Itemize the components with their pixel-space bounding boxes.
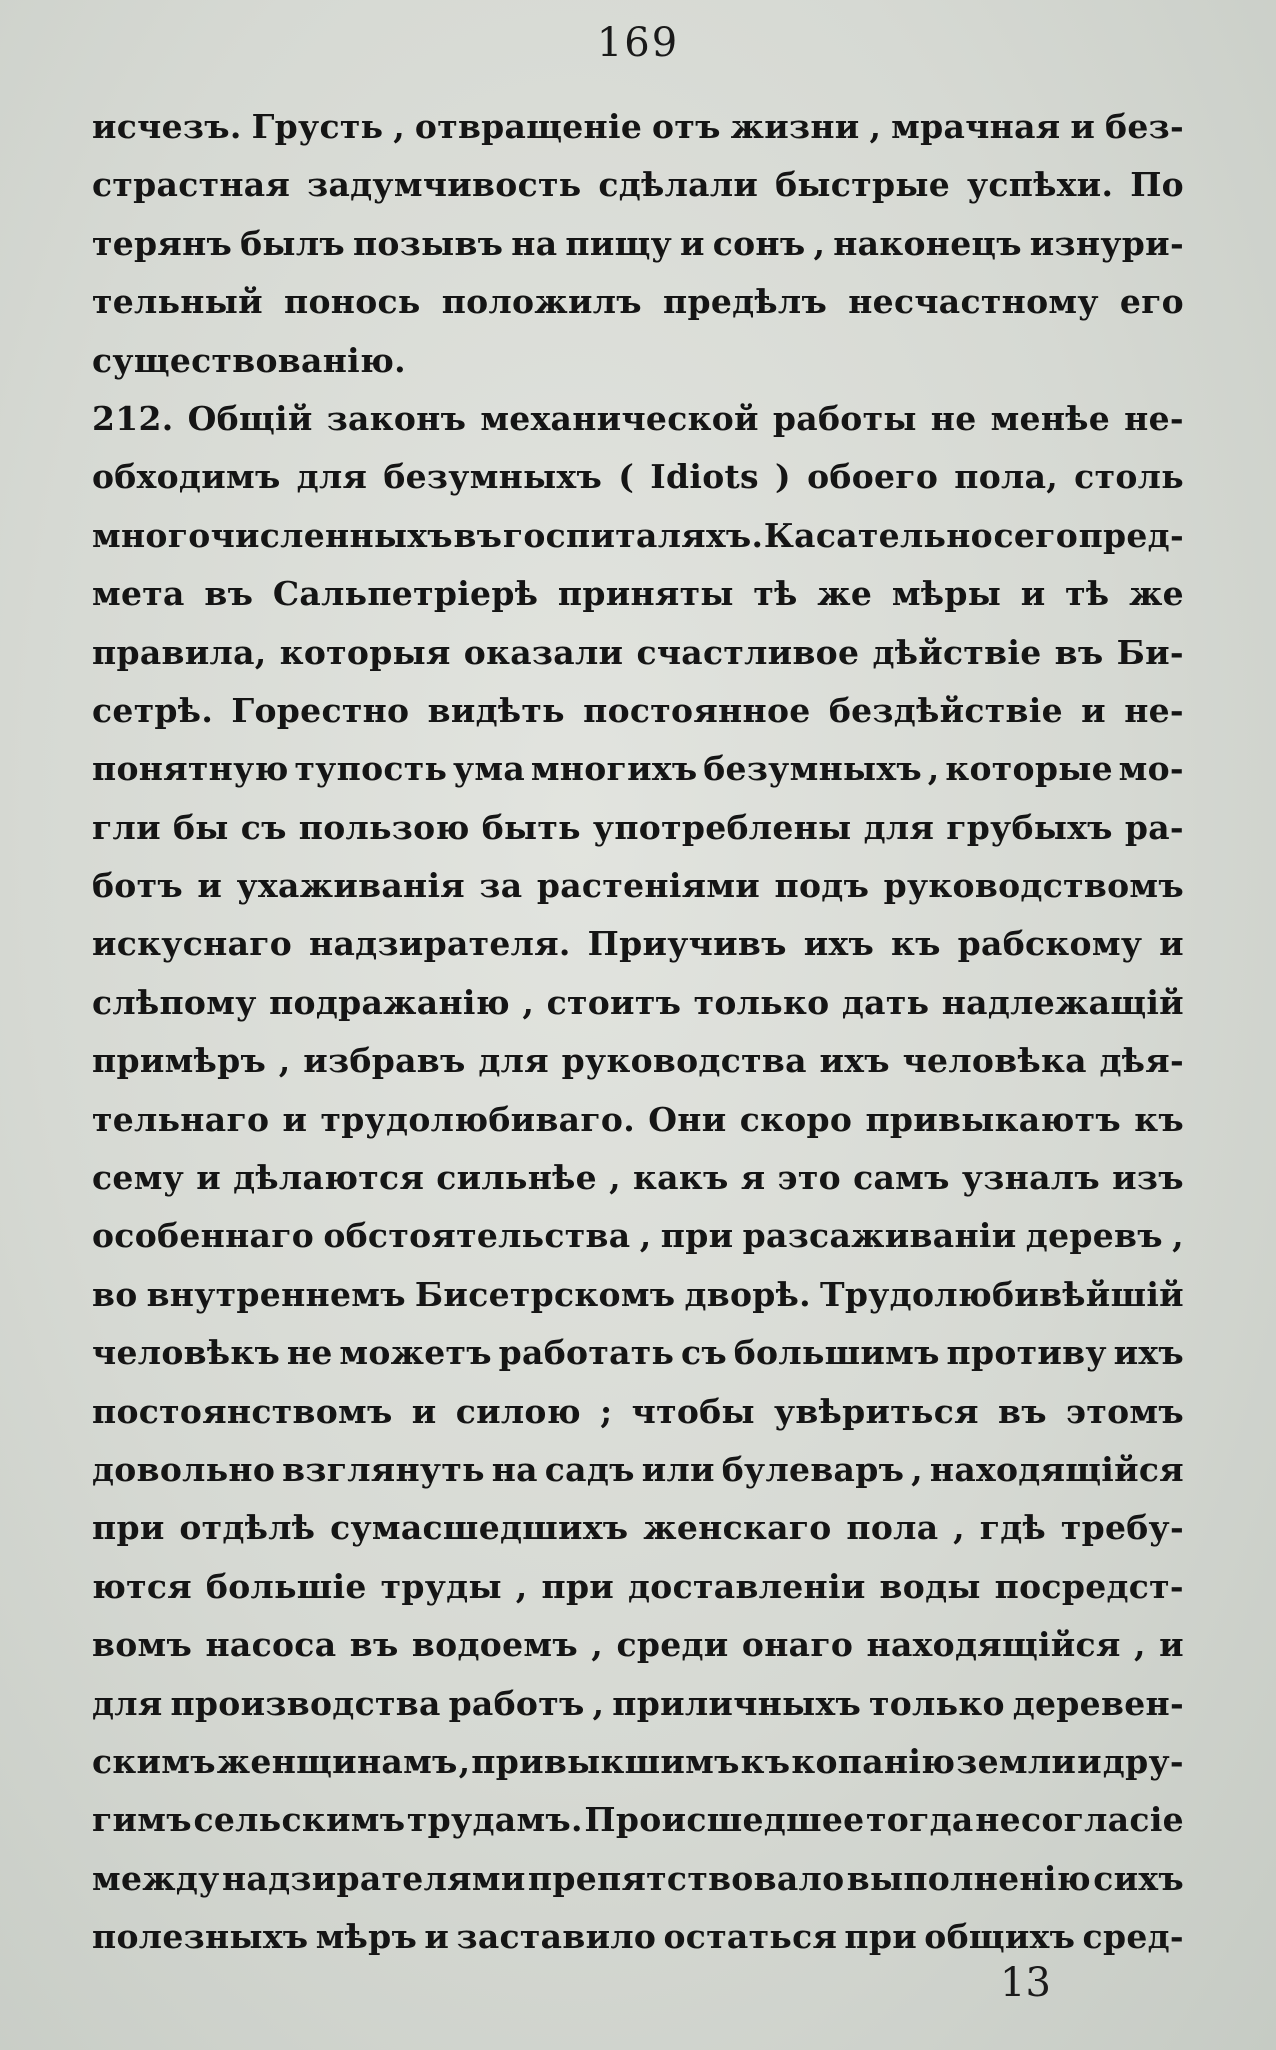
word: законъ — [326, 398, 467, 438]
word: отвращеніе — [414, 107, 643, 146]
word: внутреннемъ — [146, 1274, 406, 1314]
word: вомъ — [92, 1625, 193, 1665]
text-line — [92, 1675, 1184, 1733]
word: препятствовало — [527, 1858, 845, 1898]
text-line — [92, 156, 1184, 214]
text-line — [92, 1499, 1184, 1557]
text-line — [92, 390, 1184, 448]
word: къ — [740, 1741, 791, 1781]
word: посредст- — [994, 1566, 1184, 1606]
word: съ — [680, 1333, 727, 1373]
word: которые — [945, 749, 1113, 789]
word: пользою — [298, 807, 470, 847]
word: земли — [956, 1741, 1077, 1781]
word: пола — [846, 1508, 939, 1548]
word: безумныхъ — [383, 457, 603, 497]
word: требу- — [1060, 1508, 1184, 1548]
word: терянъ — [92, 223, 233, 263]
word: , — [592, 1683, 605, 1723]
word: быть — [481, 807, 581, 847]
word: между — [92, 1858, 220, 1898]
word: дѣя- — [1099, 1041, 1184, 1081]
text-line — [92, 1266, 1184, 1324]
word: , — [458, 1741, 471, 1781]
word: Трудолюбивѣйшій — [820, 1274, 1184, 1314]
text-line — [92, 1558, 1184, 1616]
word: надзирателями — [221, 1858, 526, 1898]
word: изъ — [1112, 1158, 1184, 1198]
word: многихъ — [530, 749, 698, 789]
word: дѣйствіе — [872, 632, 1042, 672]
word: работать — [498, 1333, 675, 1373]
word: искуснаго — [92, 924, 293, 964]
word: сельскимъ — [193, 1800, 406, 1840]
text-line — [92, 1791, 1184, 1849]
word: насоса — [205, 1625, 337, 1665]
word: къ — [890, 924, 941, 964]
text-line — [92, 974, 1184, 1032]
word: мѣры — [891, 574, 1002, 614]
text-line — [92, 1850, 1184, 1908]
word: дѣлаются — [233, 1158, 425, 1198]
word: заставило — [456, 1917, 657, 1957]
word: тельный — [92, 282, 263, 322]
word: булеваръ — [721, 1449, 905, 1489]
word: сему — [92, 1158, 185, 1198]
word: понятную — [92, 749, 289, 789]
word: этомъ — [1065, 1391, 1184, 1431]
word: водоемъ — [411, 1625, 578, 1665]
text-line — [92, 448, 1184, 506]
word: гдѣ — [979, 1508, 1047, 1548]
text-line — [92, 1324, 1184, 1382]
word: особеннаго — [92, 1216, 315, 1256]
word: растеніями — [536, 866, 761, 906]
word: женскаго — [643, 1508, 832, 1548]
word: дать — [841, 982, 930, 1022]
word: самъ — [853, 1158, 950, 1198]
word: ихъ — [803, 924, 875, 964]
word: исчезъ. — [92, 107, 242, 146]
word: механической — [480, 398, 759, 438]
word: можетъ — [339, 1333, 492, 1373]
word: и — [1159, 1625, 1184, 1665]
word: узналъ — [961, 1158, 1100, 1198]
word: тогда — [866, 1800, 974, 1840]
word: слѣпому — [92, 982, 257, 1022]
word: и — [424, 1917, 450, 1957]
word: которыя — [279, 632, 451, 672]
word: без- — [1105, 107, 1184, 146]
word: человѣкъ — [92, 1333, 281, 1373]
word: обходимъ — [92, 457, 281, 497]
word: въ — [997, 1391, 1047, 1431]
word: его — [1119, 282, 1184, 322]
word: полезныхъ — [92, 1917, 309, 1957]
word: изнури- — [1029, 223, 1184, 263]
word: рабскому — [957, 924, 1143, 964]
word: производства — [170, 1683, 441, 1723]
word: выполненію — [846, 1858, 1091, 1898]
text-line — [92, 1733, 1184, 1791]
word: , — [393, 107, 405, 146]
word: дру- — [1102, 1741, 1184, 1781]
word: , — [1172, 1216, 1184, 1256]
page-number: 169 — [596, 20, 680, 66]
word: привыкшимъ — [471, 1741, 740, 1781]
word: при — [92, 1508, 165, 1548]
text-line — [92, 740, 1184, 798]
word: только — [693, 982, 830, 1022]
word: и — [197, 866, 223, 906]
word: обстоятельства — [323, 1216, 631, 1256]
word: обоего — [807, 457, 939, 497]
word: и — [1081, 690, 1106, 730]
word: для — [863, 807, 935, 847]
word: ) — [775, 457, 791, 497]
word: понось — [284, 282, 421, 322]
word: бы — [172, 807, 229, 847]
word: мо- — [1118, 749, 1184, 789]
word: въ — [453, 515, 503, 555]
word: , — [278, 1041, 291, 1081]
word: Бисетрскомъ — [414, 1274, 676, 1314]
word: отдѣлѣ — [179, 1508, 316, 1548]
text-line — [92, 1091, 1184, 1149]
word: для — [478, 1041, 549, 1081]
word: человѣка — [902, 1041, 1087, 1081]
text-line — [92, 1032, 1184, 1090]
word: противу — [946, 1333, 1107, 1373]
word: Сальпетріерѣ — [272, 574, 539, 614]
word: оказали — [463, 632, 624, 672]
word: привыкаютъ — [865, 1099, 1121, 1139]
word: правила, — [92, 632, 267, 672]
word: гли — [92, 807, 161, 847]
word: среди — [616, 1625, 729, 1665]
word: большіе — [205, 1566, 367, 1606]
signature-mark: 13 — [1000, 1960, 1051, 2006]
word: сред- — [1082, 1917, 1184, 1957]
word: за — [479, 866, 523, 906]
word: находящійся — [929, 1449, 1184, 1489]
word: руководства — [561, 1041, 807, 1081]
word: работъ — [448, 1683, 585, 1723]
text-line — [92, 1207, 1184, 1265]
word: работы — [772, 398, 917, 438]
word: грубыхъ — [946, 807, 1113, 847]
word: къ — [1134, 1099, 1184, 1139]
text-line — [92, 682, 1184, 740]
word: отъ — [652, 107, 721, 146]
word: ботъ — [92, 866, 183, 906]
word: же — [1129, 574, 1184, 614]
word: несчастному — [848, 282, 1099, 322]
word: ума — [452, 749, 526, 789]
word: пред- — [1078, 515, 1184, 555]
word: задумчивость — [307, 165, 582, 205]
word: , — [869, 107, 882, 146]
word: подъ — [774, 866, 870, 906]
text-line — [92, 1149, 1184, 1207]
word: наконецъ — [833, 223, 1022, 263]
text-line — [92, 799, 1184, 857]
word: гимъ — [92, 1800, 192, 1840]
word: жизни — [730, 107, 860, 146]
word: страстная — [92, 165, 291, 205]
word: несогласіе — [975, 1800, 1184, 1840]
word: Idiots — [650, 457, 759, 497]
word: довольно — [92, 1449, 276, 1489]
word: примѣръ — [92, 1041, 267, 1081]
word: ются — [92, 1566, 192, 1606]
word: силою — [455, 1391, 581, 1431]
text-line — [92, 273, 1184, 331]
word: не — [286, 1333, 333, 1373]
word: не — [930, 398, 977, 438]
word: Приучивъ — [587, 924, 787, 964]
word: я — [740, 1158, 766, 1198]
word: предѣлъ — [663, 282, 828, 322]
word: быстрые — [775, 165, 950, 205]
word: женщинамъ — [216, 1741, 458, 1781]
word: видѣть — [427, 690, 565, 730]
word: подражанію — [269, 982, 510, 1022]
word: остаться — [663, 1917, 838, 1957]
word: съ — [240, 807, 287, 847]
word: Происшедшее — [584, 1800, 865, 1840]
word: мѣръ — [315, 1917, 418, 1957]
word: госпиталяхъ. — [502, 515, 764, 555]
word: мета — [92, 574, 185, 614]
word: не- — [1124, 398, 1184, 438]
text-line — [92, 98, 1184, 156]
word: и — [1070, 107, 1096, 146]
word: сетрѣ. — [92, 690, 214, 730]
word: позывъ — [352, 223, 504, 263]
word: большимъ — [733, 1333, 940, 1373]
word: для — [296, 457, 368, 497]
word: , — [1133, 1625, 1146, 1665]
word: на — [511, 223, 558, 263]
word: ( — [618, 457, 635, 497]
text-line — [92, 624, 1184, 682]
word: Горестно — [231, 690, 410, 730]
word: надлежащій — [941, 982, 1184, 1022]
word: доставленіи — [628, 1566, 866, 1606]
text-line — [92, 1441, 1184, 1499]
word: только — [869, 1683, 1005, 1723]
word: 212. — [92, 398, 174, 438]
word: тельнаго — [92, 1099, 270, 1139]
word: счастливое — [636, 632, 860, 672]
word: и — [1020, 574, 1046, 614]
word: и — [196, 1158, 221, 1198]
word: это — [777, 1158, 841, 1198]
word: мрачная — [891, 107, 1061, 146]
word: и — [679, 223, 705, 263]
word: , — [609, 1158, 621, 1198]
word: сихъ — [1093, 1858, 1184, 1898]
word: дворѣ. — [684, 1274, 811, 1314]
word: менѣе — [990, 398, 1111, 438]
word: тѣ — [753, 574, 798, 614]
word: общихъ — [924, 1917, 1076, 1957]
word: для — [92, 1683, 163, 1723]
word: деревен- — [1012, 1683, 1184, 1723]
word: , — [911, 1449, 923, 1489]
word: копанію — [791, 1741, 956, 1781]
word: ухаживанія — [236, 866, 465, 906]
word: сонъ — [712, 223, 806, 263]
word: постоянствомъ — [92, 1391, 393, 1431]
word: скоро — [739, 1099, 853, 1139]
word: положилъ — [441, 282, 642, 322]
word: ихъ — [1113, 1333, 1184, 1373]
word: былъ — [240, 223, 345, 263]
word: во — [92, 1274, 138, 1314]
word: садъ — [544, 1449, 635, 1489]
word: и — [411, 1391, 437, 1431]
text-line — [92, 1908, 1184, 1966]
word: сильнѣе — [436, 1158, 597, 1198]
word: пищу — [565, 223, 673, 263]
word: , — [813, 223, 826, 263]
word: избравъ — [303, 1041, 466, 1081]
word: успѣхи. — [966, 165, 1114, 205]
word: пола, — [954, 457, 1059, 497]
body-text — [92, 98, 1184, 1967]
word: столь — [1074, 457, 1184, 497]
word: и — [1159, 924, 1184, 964]
word: онаго — [741, 1625, 854, 1665]
word: , — [927, 749, 940, 789]
word: , — [953, 1508, 965, 1548]
word: не- — [1124, 690, 1184, 730]
word: труды — [380, 1566, 502, 1606]
word: чтобы — [631, 1391, 755, 1431]
word: трудолюбиваго. — [320, 1099, 635, 1139]
word: и — [282, 1099, 308, 1139]
word: руководствомъ — [883, 866, 1184, 906]
word: , — [591, 1625, 604, 1665]
word: находящійся — [866, 1625, 1121, 1665]
word: сего — [993, 515, 1079, 555]
word: надзирателя. — [309, 924, 571, 964]
word: безумныхъ — [703, 749, 922, 789]
word: какъ — [633, 1158, 729, 1198]
word: при — [541, 1566, 615, 1606]
word: при — [660, 1216, 734, 1256]
word: въ — [1054, 632, 1104, 672]
word: приличныхъ — [612, 1683, 862, 1723]
word: или — [641, 1449, 715, 1489]
word: , — [515, 1566, 528, 1606]
word: трудамъ. — [406, 1800, 583, 1840]
text-line: существованію. — [92, 340, 406, 380]
word: , — [522, 982, 535, 1022]
word: Касательно — [763, 515, 993, 555]
word: многочисленныхъ — [92, 515, 453, 555]
word: сдѣлали — [598, 165, 759, 205]
text-line — [92, 1383, 1184, 1441]
word: при — [844, 1917, 918, 1957]
text-line — [92, 915, 1184, 973]
word: Би- — [1116, 632, 1184, 672]
word: сумасшедшихъ — [330, 1508, 629, 1548]
text-line — [92, 565, 1184, 623]
word: на — [491, 1449, 538, 1489]
word: бездѣйствіе — [828, 690, 1063, 730]
word: деревъ — [1025, 1216, 1163, 1256]
word: разсаживаніи — [742, 1216, 1017, 1256]
word: ра- — [1124, 807, 1184, 847]
text-line — [92, 1616, 1184, 1674]
text-line — [92, 215, 1184, 273]
word: Они — [648, 1099, 727, 1139]
word: Общій — [187, 398, 313, 438]
word: приняты — [557, 574, 734, 614]
word: же — [817, 574, 873, 614]
word: въ — [349, 1625, 399, 1665]
word: ихъ — [819, 1041, 890, 1081]
word: ; — [600, 1391, 613, 1431]
word: воды — [879, 1566, 981, 1606]
word: стоитъ — [546, 982, 682, 1022]
word: постоянное — [583, 690, 811, 730]
word: употреблены — [592, 807, 852, 847]
word: увѣриться — [774, 1391, 979, 1431]
word: и — [1077, 1741, 1102, 1781]
text-line — [92, 507, 1184, 565]
word: тѣ — [1065, 574, 1110, 614]
word: взглянуть — [282, 1449, 485, 1489]
word: въ — [204, 574, 254, 614]
word: тупость — [294, 749, 448, 789]
word: По — [1130, 165, 1184, 205]
word: Грусть — [251, 107, 384, 146]
text-line — [92, 857, 1184, 915]
word: , — [639, 1216, 652, 1256]
word: скимъ — [92, 1741, 216, 1781]
